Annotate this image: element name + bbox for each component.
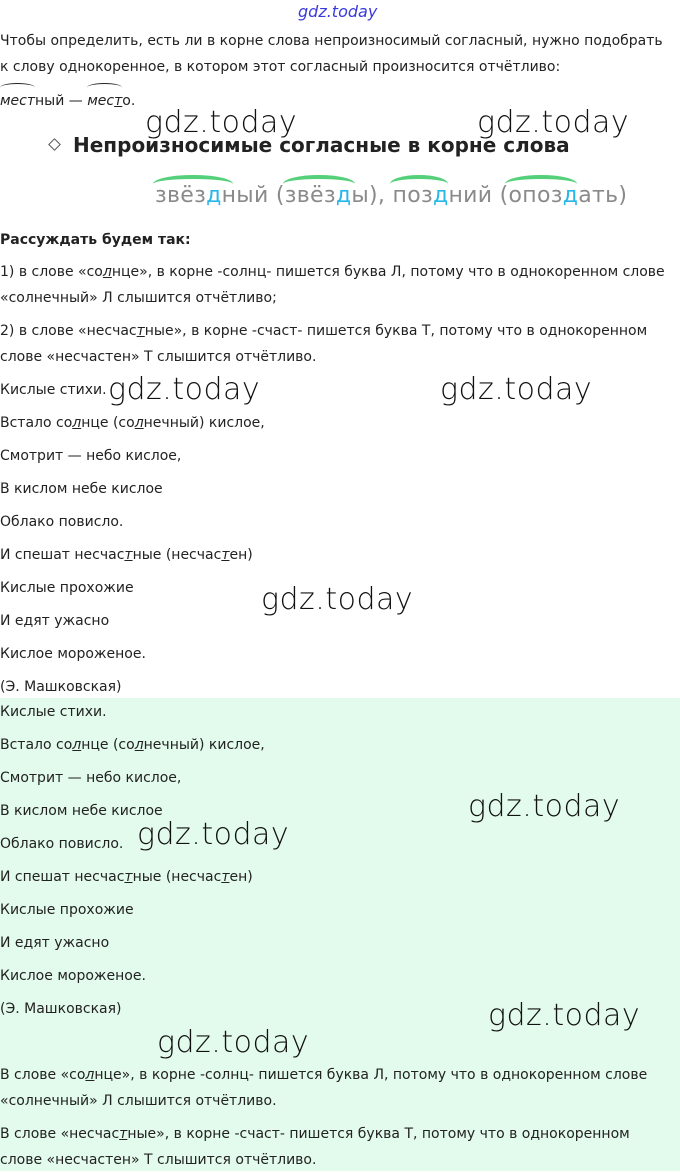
poem-line: И едят ужасно (0, 613, 110, 629)
poem-line: Облако повисло. (0, 514, 124, 530)
watermark: gdz.today (261, 582, 414, 617)
reasoning-1-line-1: 1) в слове «солнце», в корне -солнц- пишется буква Л, потому что в однокоренном слове (0, 264, 665, 280)
reasoning-1-line-2: «солнечный» Л слышится отчётливо; (0, 290, 277, 306)
poem-line: И спешат несчастные (несчастен) (0, 547, 253, 563)
answer-poem-line: И спешат несчастные (несчастен) (0, 869, 253, 885)
answer-poem-title: Кислые стихи. (0, 704, 107, 720)
answer-1-line-1: В слове «солнце», в корне -солнц- пишется буква Л, потому что в однокоренном слове (0, 1067, 648, 1083)
answer-poem-line: Встало солнце (солнечный) кислое, (0, 737, 265, 753)
rule-examples: звёздный (звёзды), поздний (опоздать) (155, 183, 628, 208)
answer-poem-author: (Э. Машковская) (0, 1001, 122, 1017)
answer-poem-line: Кислое мороженое. (0, 968, 146, 984)
watermark: gdz.today (477, 105, 630, 140)
answer-poem-line: В кислом небе кислое (0, 803, 163, 819)
poem-title: Кислые стихи. (0, 382, 107, 398)
header-watermark: gdz.today (298, 2, 378, 21)
watermark: gdz.today (440, 372, 593, 407)
intro-line-2: к слову однокоренное, в котором этот согласный произносится отчётливо: (0, 59, 561, 75)
watermark: gdz.today (145, 105, 298, 140)
poem-line: Кислое мороженое. (0, 646, 146, 662)
watermark: gdz.today (468, 789, 621, 824)
answer-poem-line: И едят ужасно (0, 935, 110, 951)
watermark: gdz.today (108, 372, 261, 407)
intro-line-1: Чтобы определить, есть ли в корне слова непроизносимый согласный, нужно подобрать (0, 33, 663, 49)
root-example-b: мест (87, 88, 122, 114)
answer-1-line-2: «солнечный» Л слышится отчётливо. (0, 1093, 277, 1109)
poem-line: В кислом небе кислое (0, 481, 163, 497)
root-example-a: мест (0, 88, 35, 114)
answer-poem-line: Кислые прохожие (0, 902, 134, 918)
poem-line: Смотрит — небо кислое, (0, 448, 182, 464)
answer-2-line-2: слове «несчастен» Т слышится отчётливо. (0, 1152, 317, 1168)
watermark: gdz.today (488, 998, 641, 1033)
answer-poem-line: Облако повисло. (0, 836, 124, 852)
reasoning-heading: Рассуждать будем так: (0, 232, 191, 248)
poem-author: (Э. Машковская) (0, 679, 122, 695)
reasoning-2-line-2: слове «несчастен» Т слышится отчётливо. (0, 349, 317, 365)
answer-2-line-1: В слове «несчастные», в корне -счаст- пишется буква Т, потому что в однокоренном (0, 1126, 630, 1142)
reasoning-2-line-1: 2) в слове «несчастные», в корне -счаст- пишется буква Т, потому что в однокоренном (0, 323, 648, 339)
watermark: gdz.today (157, 1025, 310, 1060)
diamond-bullet-icon (48, 138, 61, 151)
watermark: gdz.today (137, 817, 290, 852)
rule-title: Непроизносимые согласные в корне слова (50, 133, 570, 157)
answer-poem-line: Смотрит — небо кислое, (0, 770, 182, 786)
poem-line: Встало солнце (солнечный) кислое, (0, 415, 265, 431)
poem-line: Кислые прохожие (0, 580, 134, 596)
intro-example: местный — место. (0, 88, 135, 114)
